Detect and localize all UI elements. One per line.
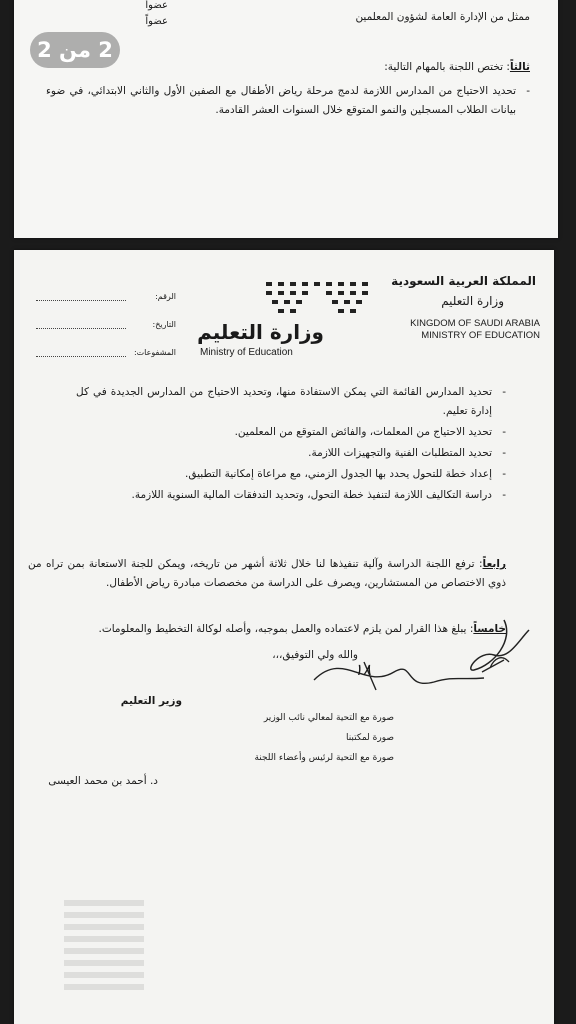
number-field: الرقم: [36, 292, 176, 301]
signature-icon [304, 610, 544, 700]
fourth-heading: رابعاً [482, 558, 506, 570]
task-item: - تحديد المتطلبات الفنية والتجهيزات اللازمة. [76, 444, 506, 463]
signer-name: د. أحمد بن محمد العيسى [48, 775, 158, 787]
copy-line: صورة مع التحية لرئيس وأعضاء اللجنة [254, 753, 394, 763]
stamp-mark [64, 900, 144, 990]
closing-line: والله ولي التوفيق،،، [272, 649, 358, 661]
kingdom-name-ar: المملكة العربية السعودية [391, 274, 536, 288]
document-page-2 [14, 250, 554, 1024]
third-heading: ثالثاً [509, 61, 530, 73]
ministry-name-ar: وزارة التعليم [441, 294, 504, 308]
task-item: - تحديد المدارس القائمة التي يمكن الاستفادة منها، وتحديد الاحتياج من المدارس الجديدة في كل إدارة تعليم. [76, 383, 506, 421]
representative-line: ممثل من الإدارة العامة لشؤون المعلمين [355, 11, 530, 23]
signer-title: وزير التعليم [120, 695, 182, 707]
fifth-text: : يبلغ هذا القرار لمن يلزم لاعتماده والعمل بموجبه، وأصله لوكالة التخطيط والمعلومات. [98, 623, 474, 635]
ministry-logo-icon [264, 280, 370, 320]
fifth-heading: خامساً [473, 623, 506, 635]
page-indicator-badge: 2 من 2 [30, 32, 120, 68]
copies-list [254, 708, 394, 768]
task-item: - إعداد خطة للتحول يحدد بها الجدول الزمني، مع مراعاة إمكانية التطبيق. [76, 465, 506, 484]
fourth-clause [28, 555, 506, 593]
third-intro: : تختص اللجنة بالمهام التالية: [384, 61, 510, 73]
member-label-2: عضواً [145, 16, 168, 27]
handwritten-number: ١٨ [354, 660, 372, 679]
attachments-field: المشفوعات: [36, 348, 176, 357]
logo-text-en: Ministry of Education [200, 347, 293, 358]
kingdom-name-en: KINGDOM OF SAUDI ARABIA [410, 318, 540, 329]
third-clause [50, 58, 530, 77]
copy-line: صورة مع التحية لمعالي نائب الوزير [263, 713, 394, 723]
logo-text-ar: وزارة التعليم [197, 320, 324, 344]
date-field: التاريخ: [36, 320, 176, 329]
task-item: - تحديد الاحتياج من المعلمات، والفائض المتوقع من المعلمين. [76, 423, 506, 442]
task-item: - دراسة التكاليف اللازمة لتنفيذ خطة التحول، وتحديد التدفقات المالية السنوية اللازمة. [76, 486, 506, 505]
copy-line: صورة لمكتبنا [345, 733, 394, 743]
ministry-name-en: MINISTRY OF EDUCATION [421, 330, 540, 341]
fourth-text: : ترفع اللجنة الدراسة وآلية تنفيذها لنا خلال ثلاثة أشهر من تاريخه، ويمكن للجنة الاستعانة بمن تراه من ذوي الاختصاص من المستشارين، ويصرف على الدراسة من مخصصات مبادرة رياض الأطفال. [28, 558, 506, 589]
third-task-1: - تحديد الاحتياج من المدارس اللازمة لدمج مرحلة رياض الأطفال مع الصفين الأول والثاني الابتدائي، في ضوء بيانات الطلاب المسجلين والنمو المتوقع خلال السنوات العشر القادمة. [46, 85, 530, 116]
member-label-1: عضواً [145, 0, 168, 11]
task-list [76, 383, 506, 507]
